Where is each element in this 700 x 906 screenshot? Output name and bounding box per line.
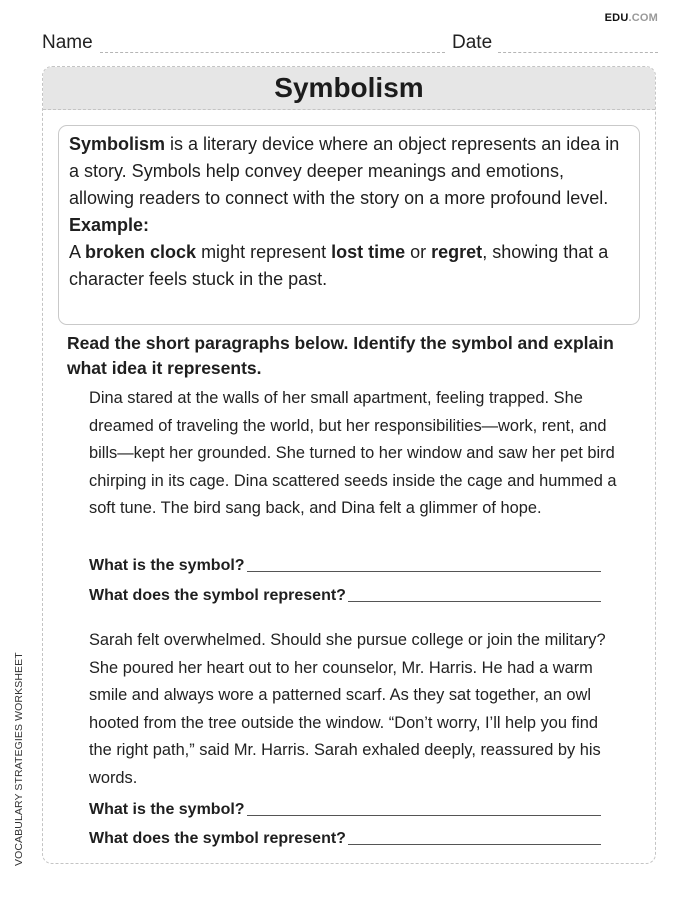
passage-1-symbol-question bbox=[89, 553, 601, 575]
example-idea-regret: regret bbox=[431, 242, 483, 262]
example-heading: Example: bbox=[69, 215, 150, 235]
passage-2-meaning-question bbox=[89, 826, 601, 848]
date-field[interactable] bbox=[498, 52, 658, 53]
brand-logo bbox=[605, 12, 658, 24]
example-idea-lost-time: lost time bbox=[331, 242, 406, 262]
answer-line[interactable] bbox=[247, 570, 601, 572]
definition-box bbox=[58, 125, 640, 325]
question-label: What does the symbol represent? bbox=[89, 587, 346, 604]
passage-1-meaning-question bbox=[89, 583, 601, 605]
example-text: A broken clock might represent lost time or regret, showing that a character feels stuck in the past. bbox=[69, 242, 609, 289]
passage-1: Dina stared at the walls of her small apartment, feeling trapped. She dreamed of traveling the world, but her responsibilities—work, rent, and bills—kept her grounded. She turned to her window and saw her pet bird chirping in its cage. Dina scattered seeds inside the cage and hummed a soft tune. The bird sang back, and Dina felt a glimmer of hope. bbox=[89, 389, 617, 517]
answer-line[interactable] bbox=[247, 814, 601, 816]
page-title: Symbolism bbox=[274, 72, 424, 103]
question-label: What is the symbol? bbox=[89, 801, 245, 818]
question-label: What is the symbol? bbox=[89, 557, 245, 574]
date-label: Date bbox=[452, 32, 493, 53]
side-label: VOCABULARY STRATEGIES WORKSHEET bbox=[13, 652, 25, 866]
answer-line[interactable] bbox=[348, 600, 601, 602]
instructions: Read the short paragraphs below. Identify the symbol and explain what idea it represents. bbox=[67, 333, 614, 378]
worksheet-panel bbox=[42, 66, 656, 864]
question-label: What does the symbol represent? bbox=[89, 830, 346, 847]
answer-line[interactable] bbox=[348, 843, 601, 845]
name-field[interactable] bbox=[100, 52, 445, 53]
definition-body: is a literary device where an object represents an idea in a story. Symbols help convey deeper meanings and emotions, allowing readers to connect with the story on a more profound level. bbox=[69, 134, 620, 208]
passage-2-symbol-question bbox=[89, 797, 601, 819]
name-date-row bbox=[40, 32, 660, 54]
definition-term: Symbolism bbox=[69, 134, 166, 154]
brand-tld: .COM bbox=[628, 12, 658, 24]
brand-site: EDU bbox=[604, 12, 629, 24]
definition-text bbox=[69, 131, 629, 212]
name-label: Name bbox=[42, 32, 93, 53]
example-symbol: broken clock bbox=[85, 242, 197, 262]
passage-2: Sarah felt overwhelmed. Should she pursue college or join the military? She poured her heart out to her counselor, Mr. Harris. He had a warm smile and always wore a patterned scarf. As they sat together, an owl hooted from the tree outside the window. “Don’t worry, I’ll help you find the right path,” said Mr. Harris. Sarah exhaled deeply, reassured by his words. bbox=[89, 631, 606, 787]
title-band bbox=[43, 67, 655, 110]
